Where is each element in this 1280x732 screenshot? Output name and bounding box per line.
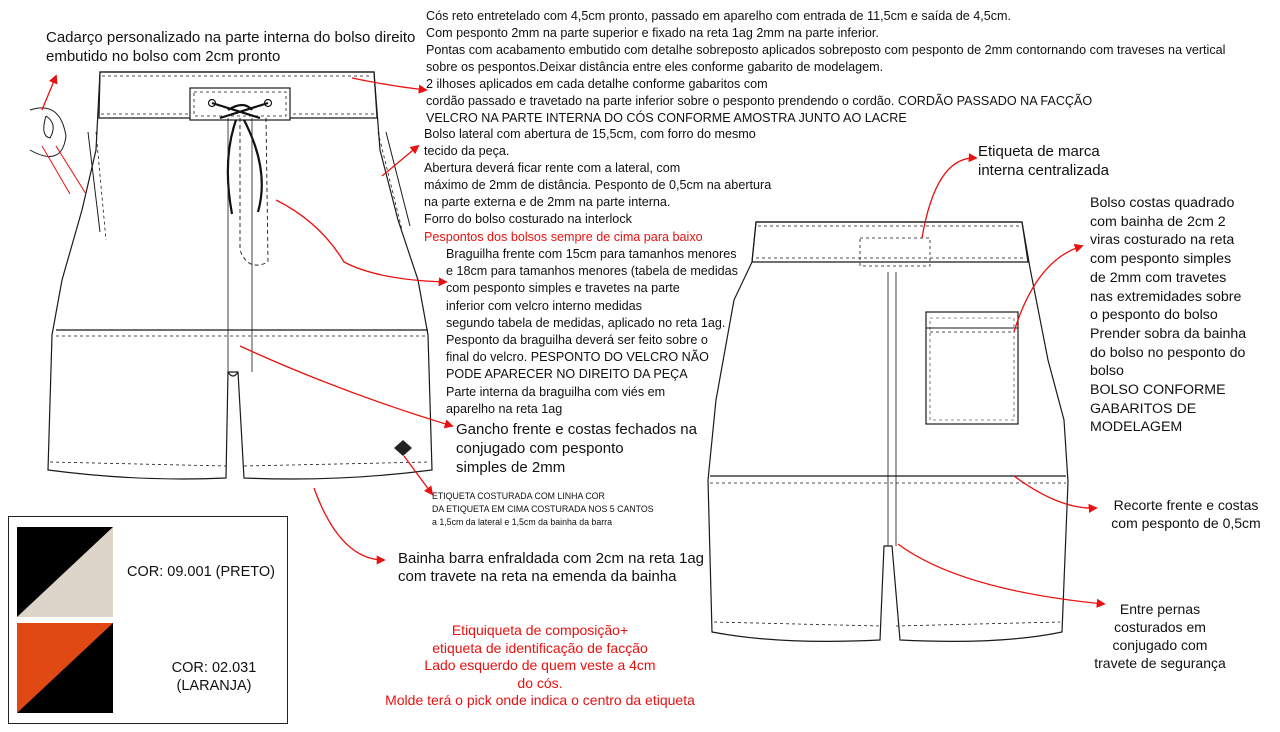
crotch-spec: Gancho frente e costas fechados na conjugado com pesponto simples de 2mm <box>456 421 697 476</box>
side-pocket-note: Pespontos dos bolsos sempre de cima para baixo <box>424 230 703 244</box>
swatch-black <box>17 527 113 617</box>
color-label-orange: COR: 02.031 (LARANJA) <box>171 660 257 694</box>
composition-note: Etiquiqueta de composição+ etiqueta de identificação de facção Lado esquerdo de quem veste a 4cm do cós. Molde terá o pick onde indica o centro da etiqueta <box>385 622 695 708</box>
fly-spec: Braguilha frente com 15cm para tamanhos menores e 18cm para tamanhos menores (tabela de medidas com pesponto simples e travetes na parte inferior com velcro interno medidas segundo tabela de medidas, aplicado no reta 1ag. Pesponto da braguilha deverá ser feito sobre o final do velcro. PESPONTO DO VELCRO NÃO PODE APARECER NO DIREITO DA PEÇA Parte interna da braguilha com viés em aparelho na reta 1ag <box>446 247 738 416</box>
inseam-spec: Entre pernas costurados em conjugado com travete de segurança <box>1094 601 1226 671</box>
panel-seam-spec: Recorte frente e costas com pesponto de 0,5cm <box>1111 497 1261 531</box>
drawstring-label: Cadarço personalizado na parte interna do bolso direito embutido no bolso com 2cm pronto <box>46 29 416 65</box>
swatch-orange <box>17 623 113 713</box>
arrow-hem <box>314 488 384 560</box>
label-spec: ETIQUETA COSTURADA COM LINHA COR DA ETIQUETA EM CIMA COSTURADA NOS 5 CANTOS a 1,5cm da lateral e 1,5cm da bainha da barra <box>432 491 654 527</box>
waistband-spec: Cós reto entretelado com 4,5cm pronto, passado em aparelho com entrada de 11,5cm e saída de 4,5cm. Com pesponto 2mm na parte superior e fixado na reta 1ag 2mm na parte inferior. Pontas com acabamento embutido com detalhe sobreposto aplicados sobreposto com pesponto de 2mm contornando com traveses na vertical sobre os pespontos.Deixar distância entre eles conforme gabarito de modelagem. 2 ilhoses aplicados em cada detalhe conforme gabaritos com cordão passado e travetado na parte inferior sobre o pesponto prendendo o cordão. CORDÃO PASSADO NA FACÇÃO VELCRO NA PARTE INTERNA DO CÓS CONFORME AMOSTRA JUNTO AO LACRE <box>426 9 1226 125</box>
back-pocket <box>926 312 1018 424</box>
arrow-drawstring <box>42 76 56 110</box>
drawstring-detail <box>30 108 86 194</box>
brand-label-note: Etiqueta de marca interna centralizada <box>978 143 1109 179</box>
arrow-side-pocket <box>382 146 418 176</box>
color-label-black: COR: 09.001 (PRETO) <box>127 564 276 580</box>
back-pocket-spec: Bolso costas quadrado com bainha de 2cm 2 viras costurado na reta com pesponto simples de 2mm com travetes nas extremidades sobre o pesponto do bolso Prender sobra da bainha do bolso no pesponto do bolso BOLSO CONFORME GABARITOS DE MODELAGEM <box>1090 195 1247 436</box>
front-shorts <box>48 72 432 479</box>
hem-spec: Bainha barra enfraldada com 2cm na reta 1ag com travete na reta na emenda da bainha <box>398 550 705 585</box>
color-legend <box>8 516 288 724</box>
side-pocket-spec: Bolso lateral com abertura de 15,5cm, com forro do mesmo tecido da peça. Abertura deverá ficar rente com a lateral, com máximo de 2mm de distância. Pesponto de 0,5cm na abertura na parte externa e de 2mm na parte interna. Forro do bolso costurado na interlock <box>424 127 772 226</box>
